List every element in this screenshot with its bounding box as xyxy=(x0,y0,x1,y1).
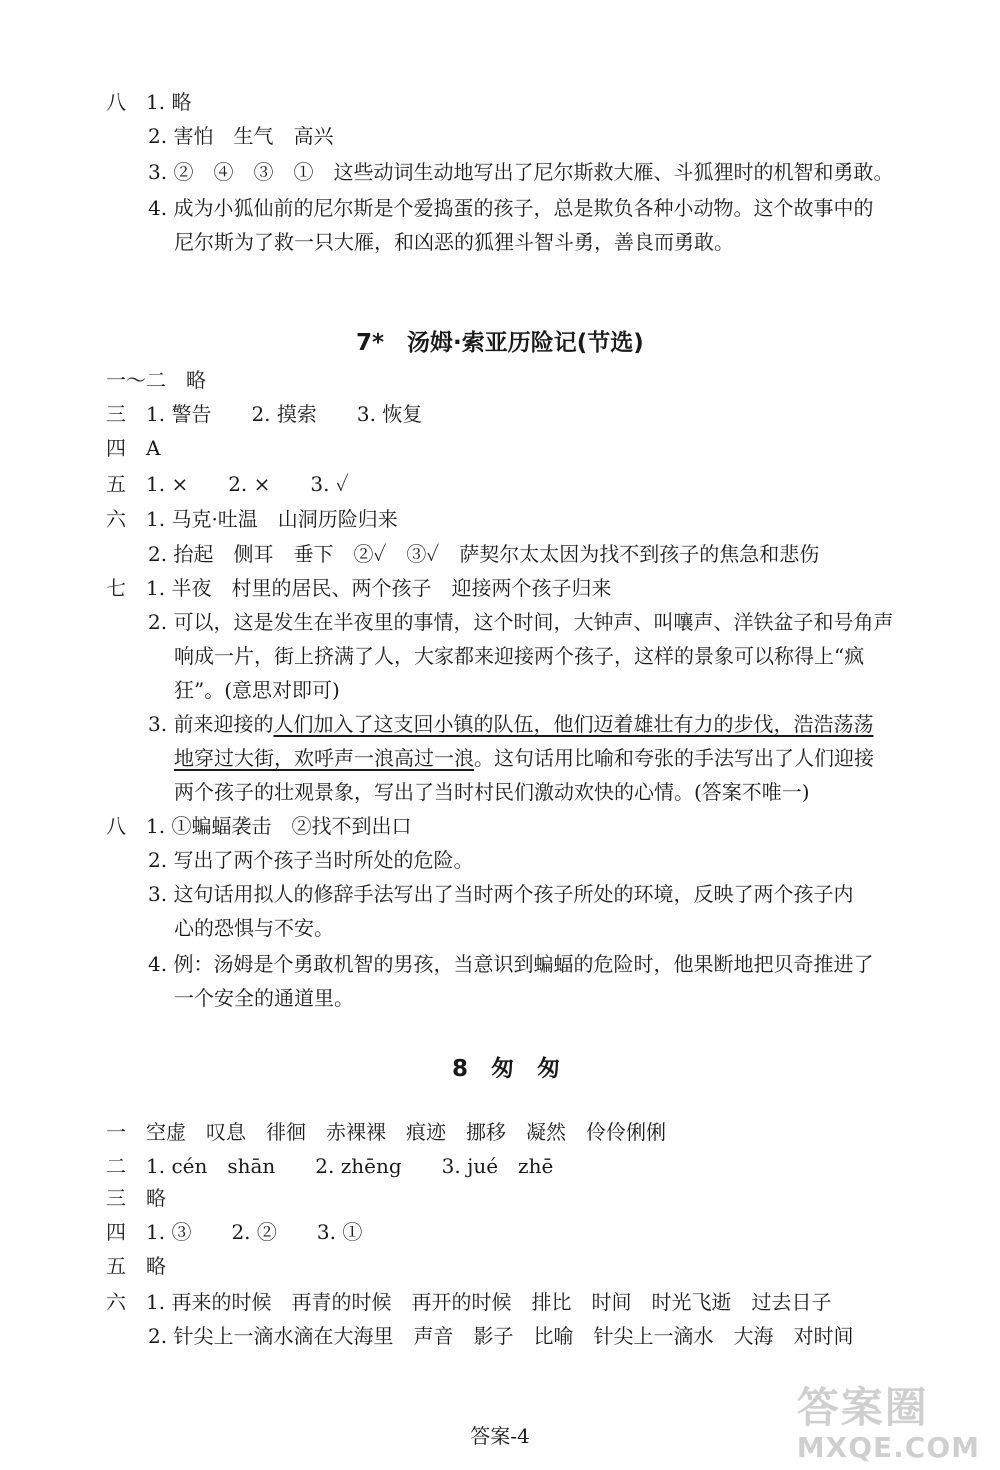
answer-line: 一～二 略 xyxy=(106,368,206,392)
answer-line: 二 1. cén shān 2. zhēng 3. jué zhē xyxy=(106,1154,554,1178)
answer-text: 。这句话用比喻和夸张的手法写出了人们迎接 xyxy=(474,746,874,770)
answer-line: 响成一片，街上挤满了人，大家都来迎接两个孩子，这样的景象可以称得上“疯 xyxy=(174,644,865,668)
watermark-url: MXQE.COM xyxy=(796,1431,980,1464)
answer-line: 2. 写出了两个孩子当时所处的危险。 xyxy=(148,848,474,872)
answer-line: 五 略 xyxy=(106,1254,166,1278)
answer-line: 五 1. × 2. × 3. ✓ xyxy=(106,472,349,496)
answer-line: 八 1. ①蝙蝠袭击 ②找不到出口 xyxy=(106,814,412,838)
answer-line: 三 略 xyxy=(106,1186,166,1210)
answer-line: 六 1. 马克·吐温 山洞历险归来 xyxy=(106,507,398,531)
answer-line: 3. 这句话用拟人的修辞手法写出了当时两个孩子所处的环境，反映了两个孩子内 xyxy=(148,882,854,906)
answer-line: 四 1. ③ 2. ② 3. ① xyxy=(106,1220,363,1244)
answer-line: 狂”。(意思对即可) xyxy=(174,678,340,702)
answer-line: 2. 害怕 生气 高兴 xyxy=(148,124,334,148)
lesson-7-title: 7* 汤姆·索亚历险记(节选) xyxy=(356,330,644,356)
answer-line: 4. 例：汤姆是个勇敢机智的男孩，当意识到蝙蝠的危险时，他果断地把贝奇推进了 xyxy=(148,952,874,976)
answer-line xyxy=(148,710,873,738)
answer-line: 尼尔斯为了救一只大雁，和凶恶的狐狸斗智斗勇，善良而勇敢。 xyxy=(174,230,734,254)
answer-line: 一 空虚 叹息 徘徊 赤裸裸 痕迹 挪移 凝然 伶伶俐俐 xyxy=(106,1120,666,1144)
answer-line: 2. 针尖上一滴水滴在大海里 声音 影子 比喻 针尖上一滴水 大海 对时间 xyxy=(148,1324,854,1348)
page-number: 答案-4 xyxy=(470,1424,530,1448)
answer-text: 3. 前来迎接的 xyxy=(148,712,274,736)
lesson-8-title: 8 匆 匆 xyxy=(452,1056,561,1082)
answer-line: 七 1. 半夜 村里的居民、两个孩子 迎接两个孩子归来 xyxy=(106,576,612,600)
answer-line: 心的恐惧与不安。 xyxy=(174,916,334,940)
answer-line: 一个安全的通道里。 xyxy=(174,986,354,1010)
answer-line: 两个孩子的壮观景象，写出了当时村民们激动欢快的心情。(答案不唯一) xyxy=(174,780,810,804)
answer-line: 2. 抬起 侧耳 垂下 ②✓ ③✓ 萨契尔太太因为找不到孩子的焦急和悲伤 xyxy=(148,542,820,566)
answer-line: 八 1. 略 xyxy=(106,90,192,114)
underlined-sentence: 地穿过大街，欢呼声一浪高过一浪 xyxy=(174,746,474,770)
answer-line xyxy=(174,744,874,772)
answer-line: 四 A xyxy=(106,436,161,460)
answer-line: 三 1. 警告 2. 摸索 3. 恢复 xyxy=(106,402,423,426)
answer-line: 3. ② ④ ③ ① 这些动词生动地写出了尼尔斯救大雁、斗狐狸时的机智和勇敢。 xyxy=(148,160,894,184)
watermark xyxy=(797,1375,980,1464)
answer-line: 六 1. 再来的时候 再青的时候 再开的时候 排比 时间 时光飞逝 过去日子 xyxy=(106,1290,832,1314)
answer-line: 2. 可以，这是发生在半夜里的事情，这个时间，大钟声、叫嚷声、洋铁盆子和号角声 xyxy=(148,610,894,634)
watermark-logo-text: 答案圈 xyxy=(796,1383,929,1432)
underlined-sentence: 人们加入了这支回小镇的队伍，他们迈着雄壮有力的步伐，浩浩荡荡 xyxy=(273,712,874,736)
answer-line: 4. 成为小狐仙前的尼尔斯是个爱捣蛋的孩子，总是欺负各种小动物。这个故事中的 xyxy=(148,196,874,220)
